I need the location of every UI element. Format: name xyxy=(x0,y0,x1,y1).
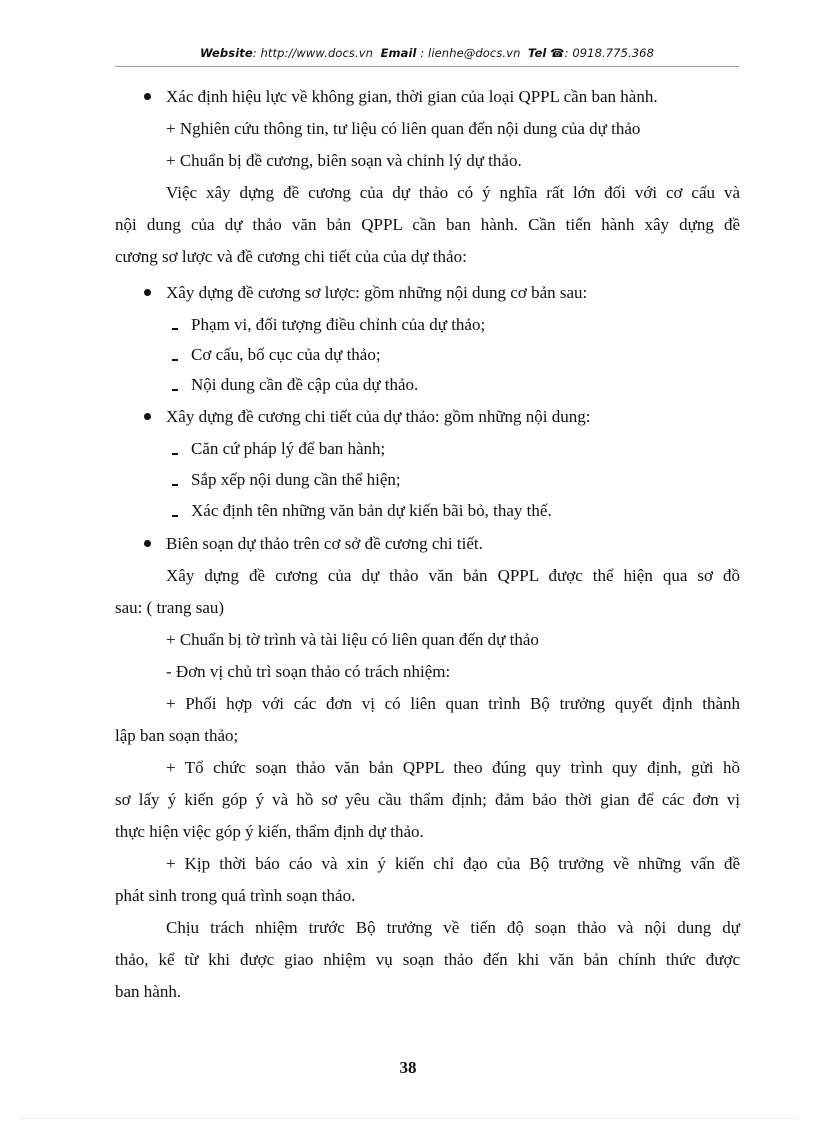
dash-icon xyxy=(172,389,178,391)
bullet-icon xyxy=(144,413,151,420)
body-line: Xây dựng đề cương chi tiết của dự thảo: gồm những nội dung: xyxy=(166,407,591,426)
body-line: + Kịp thời báo cáo và xin ý kiến chỉ đạo của Bộ trưởng về những vấn đề xyxy=(166,854,740,873)
body-line: phát sinh trong quá trình soạn thảo. xyxy=(115,886,356,905)
body-line: Việc xây dựng đề cương của dự thảo có ý nghĩa rất lớn đối với cơ cấu và xyxy=(166,183,740,202)
body-line: Xác định hiệu lực về không gian, thời gian của loại QPPL cần ban hành. xyxy=(166,87,658,106)
website-value: : http://www.docs.vn xyxy=(252,46,374,60)
body-line: Xây dựng đề cương của dự thảo văn bản QPPL được thể hiện qua sơ đồ xyxy=(166,566,740,585)
tel-label: Tel xyxy=(527,46,547,60)
body-line: + Chuẩn bị đề cương, biên soạn và chỉnh lý dự thảo. xyxy=(166,151,522,170)
body-line: Căn cứ pháp lý để ban hành; xyxy=(191,439,386,458)
body-line: + Phối hợp với các đơn vị có liên quan trình Bộ trưởng quyết định thành xyxy=(166,694,740,713)
dash-icon xyxy=(172,484,178,486)
bullet-icon xyxy=(144,93,151,100)
dash-icon xyxy=(172,453,178,455)
dash-icon xyxy=(172,328,178,330)
body-line: lập ban soạn thảo; xyxy=(115,726,239,745)
bullet-icon xyxy=(144,540,151,547)
email-value: : lienhe@docs.vn xyxy=(420,46,521,60)
body-line: sau: ( trang sau) xyxy=(115,598,225,617)
dash-icon xyxy=(172,359,178,361)
header-divider xyxy=(115,66,739,67)
body-line: + Tổ chức soạn thảo văn bản QPPL theo đúng quy trình quy định, gửi hồ xyxy=(166,758,740,777)
body-line: sơ lấy ý kiến góp ý và hồ sơ yêu cầu thẩm định; đảm bảo thời gian để các đơn vị xyxy=(115,790,740,809)
body-line: Phạm vi, đối tượng điều chỉnh của dự thảo; xyxy=(191,315,486,334)
body-line: nội dung của dự thảo văn bản QPPL cần ban hành. Cần tiến hành xây dựng đề xyxy=(115,215,740,234)
body-line: Cơ cấu, bố cục của dự thảo; xyxy=(191,345,381,364)
footer-divider xyxy=(20,1118,796,1119)
body-line: + Nghiên cứu thông tin, tư liệu có liên quan đến nội dung của dự thảo xyxy=(166,119,641,138)
body-line: Sắp xếp nội dung cần thể hiện; xyxy=(191,470,401,489)
body-line: - Đơn vị chủ trì soạn thảo có trách nhiệm: xyxy=(166,662,451,681)
body-line: Biên soạn dự thảo trên cơ sở đề cương chi tiết. xyxy=(166,534,483,553)
body-line: Xây dựng đề cương sơ lược: gồm những nội dung cơ bản sau: xyxy=(166,283,588,302)
email-label: Email xyxy=(380,46,417,60)
bullet-icon xyxy=(144,289,151,296)
body-line: + Chuẩn bị tờ trình và tài liệu có liên quan đến dự thảo xyxy=(166,630,539,649)
body-line: Nội dung cần đề cập của dự thảo. xyxy=(191,375,419,394)
dash-icon xyxy=(172,515,178,517)
page-header xyxy=(115,46,739,60)
body-line: Chịu trách nhiệm trước Bộ trưởng về tiến độ soạn thảo và nội dung dự xyxy=(166,918,740,937)
website-label: Website xyxy=(199,46,253,60)
body-line: Xác định tên những văn bản dự kiến bãi bỏ, thay thế. xyxy=(191,501,552,520)
page-number: 38 xyxy=(399,1058,417,1077)
body-line: thảo, kể từ khi được giao nhiệm vụ soạn thảo đến khi văn bản chính thức được xyxy=(115,950,740,969)
body-line: cương sơ lược và đề cương chi tiết của của dự thảo: xyxy=(115,247,467,266)
body-line: ban hành. xyxy=(115,982,182,1001)
phone-icon: ☎ xyxy=(550,46,565,60)
tel-value: : 0918.775.368 xyxy=(564,46,655,60)
body-line: thực hiện việc góp ý kiến, thẩm định dự thảo. xyxy=(115,822,424,841)
